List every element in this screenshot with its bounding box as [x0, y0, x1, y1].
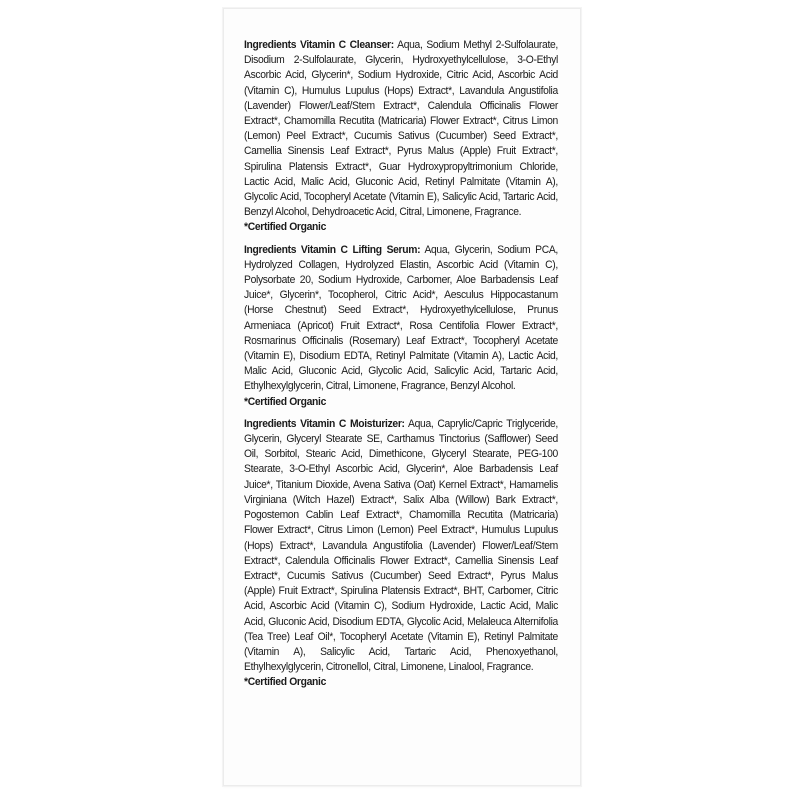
- moisturizer-ingredients-text: Aqua, Caprylic/Capric Triglyceride, Glycerin, Glyceryl Stearate SE, Carthamus Tinctorius (Safflower) Seed Oil, Sorbitol, Stearic Acid, Dimethicone, Glyceryl Stearate, PEG-100 Stearate, 3-O-Ethyl Ascorbic Acid, Glycerin*, Aloe Barbadensis Leaf Juice*, Titanium Dioxide, Avena Sativa (Oat) Kernel Extract*, Hamamelis Virginiana (Witch Hazel) Extract*, Salix Alba (Willow) Bark Extract*, Pogostemon Cablin Leaf Extract*, Chamomilla Recutita (Matricaria) Flower Extract*, Citrus Limon (Lemon) Peel Extract*, Humulus Lupulus (Hops) Extract*, Lavandula Angustifolia (Lavender) Flower/Leaf/Stem Extract*, Calendula Officinalis Flower Extract*, Camellia Sinensis Leaf Extract*, Cucumis Sativus (Cucumber) Seed Extract*, Pyrus Malus (Apple) Fruit Extract*, Spirulina Platensis Extract*, BHT, Carbomer, Citric Acid, Ascorbic Acid (Vitamin C), Sodium Hydroxide, Lactic Acid, Malic Acid, Gluconic Acid, Disodium EDTA, Glycolic Acid, Melaleuca Alternifolia (Tea Tree) Leaf Oil*, Tocopheryl Acetate (Vitamin E), Retinyl Palmitate (Vitamin A), Salicylic Acid, Tartaric Acid, Phenoxyethanol, Ethylhexylglycerin, Citronellol, Citral, Limonene, Linalool, Fragrance.: [244, 417, 558, 674]
- cleanser-ingredients: [244, 38, 558, 220]
- serum-organic-note: *Certified Organic: [244, 395, 327, 408]
- serum-ingredients-heading: Ingredients Vitamin C Lifting Serum:: [244, 243, 421, 256]
- cleanser-organic-note: *Certified Organic: [244, 221, 327, 234]
- moisturizer-ingredients: [244, 417, 558, 675]
- serum-ingredients-text: Aqua, Glycerin, Sodium PCA, Hydrolyzed Collagen, Hydrolyzed Elastin, Ascorbic Acid (Vitamin C), Polysorbate 20, Sodium Hydroxide, Carbomer, Aloe Barbadensis Leaf Juice*, Glycerin*, Tocopherol, Citric Acid*, Aesculus Hippocastanum (Horse Chestnut) Seed Extract*, Hydroxyethylcellulose, Prunus Armeniaca (Apricot) Fruit Extract*, Rosa Centifolia Flower Extract*, Rosmarinus Officinalis (Rosemary) Leaf Extract*, Tocopheryl Acetate (Vitamin E), Disodium EDTA, Retinyl Palmitate (Vitamin A), Lactic Acid, Malic Acid, Gluconic Acid, Glycolic Acid, Salicylic Acid, Tartaric Acid, Ethylhexylglycerin, Citral, Limonene, Fragrance, Benzyl Alcohol.: [244, 243, 558, 393]
- serum-ingredients: [244, 243, 558, 395]
- cleanser-ingredients-heading: Ingredients Vitamin C Cleanser:: [244, 39, 394, 51]
- moisturizer-ingredients-heading: Ingredients Vitamin C Moisturizer:: [244, 417, 405, 430]
- cleanser-ingredients-text: Aqua, Sodium Methyl 2-Sulfolaurate, Disodium 2-Sulfolaurate, Glycerin, Hydroxyethylcellulose, 3-O-Ethyl Ascorbic Acid, Glycerin*, Sodium Hydroxide, Citric Acid, Ascorbic Acid (Vitamin C), Humulus Lupulus (Hops) Extract*, Lavandula Angustifolia (Lavender) Flower/Leaf/Stem Extract*, Calendula Officinalis Flower Extract*, Chamomilla Recutita (Matricaria) Flower Extract*, Citrus Limon (Lemon) Peel Extract*, Cucumis Sativus (Cucumber) Seed Extract*, Camellia Sinensis Leaf Extract*, Pyrus Malus (Apple) Fruit Extract*, Spirulina Platensis Extract*, Guar Hydroxypropyltrimonium Chloride, Lactic Acid, Malic Acid, Gluconic Acid, Retinyl Palmitate (Vitamin A), Glycolic Acid, Tocopheryl Acetate (Vitamin E), Salicylic Acid, Tartaric Acid, Benzyl Alcohol, Dehydroacetic Acid, Citral, Limonene, Fragrance.: [244, 39, 558, 219]
- ingredients-content: [244, 38, 558, 698]
- moisturizer-organic-note: *Certified Organic: [244, 676, 327, 689]
